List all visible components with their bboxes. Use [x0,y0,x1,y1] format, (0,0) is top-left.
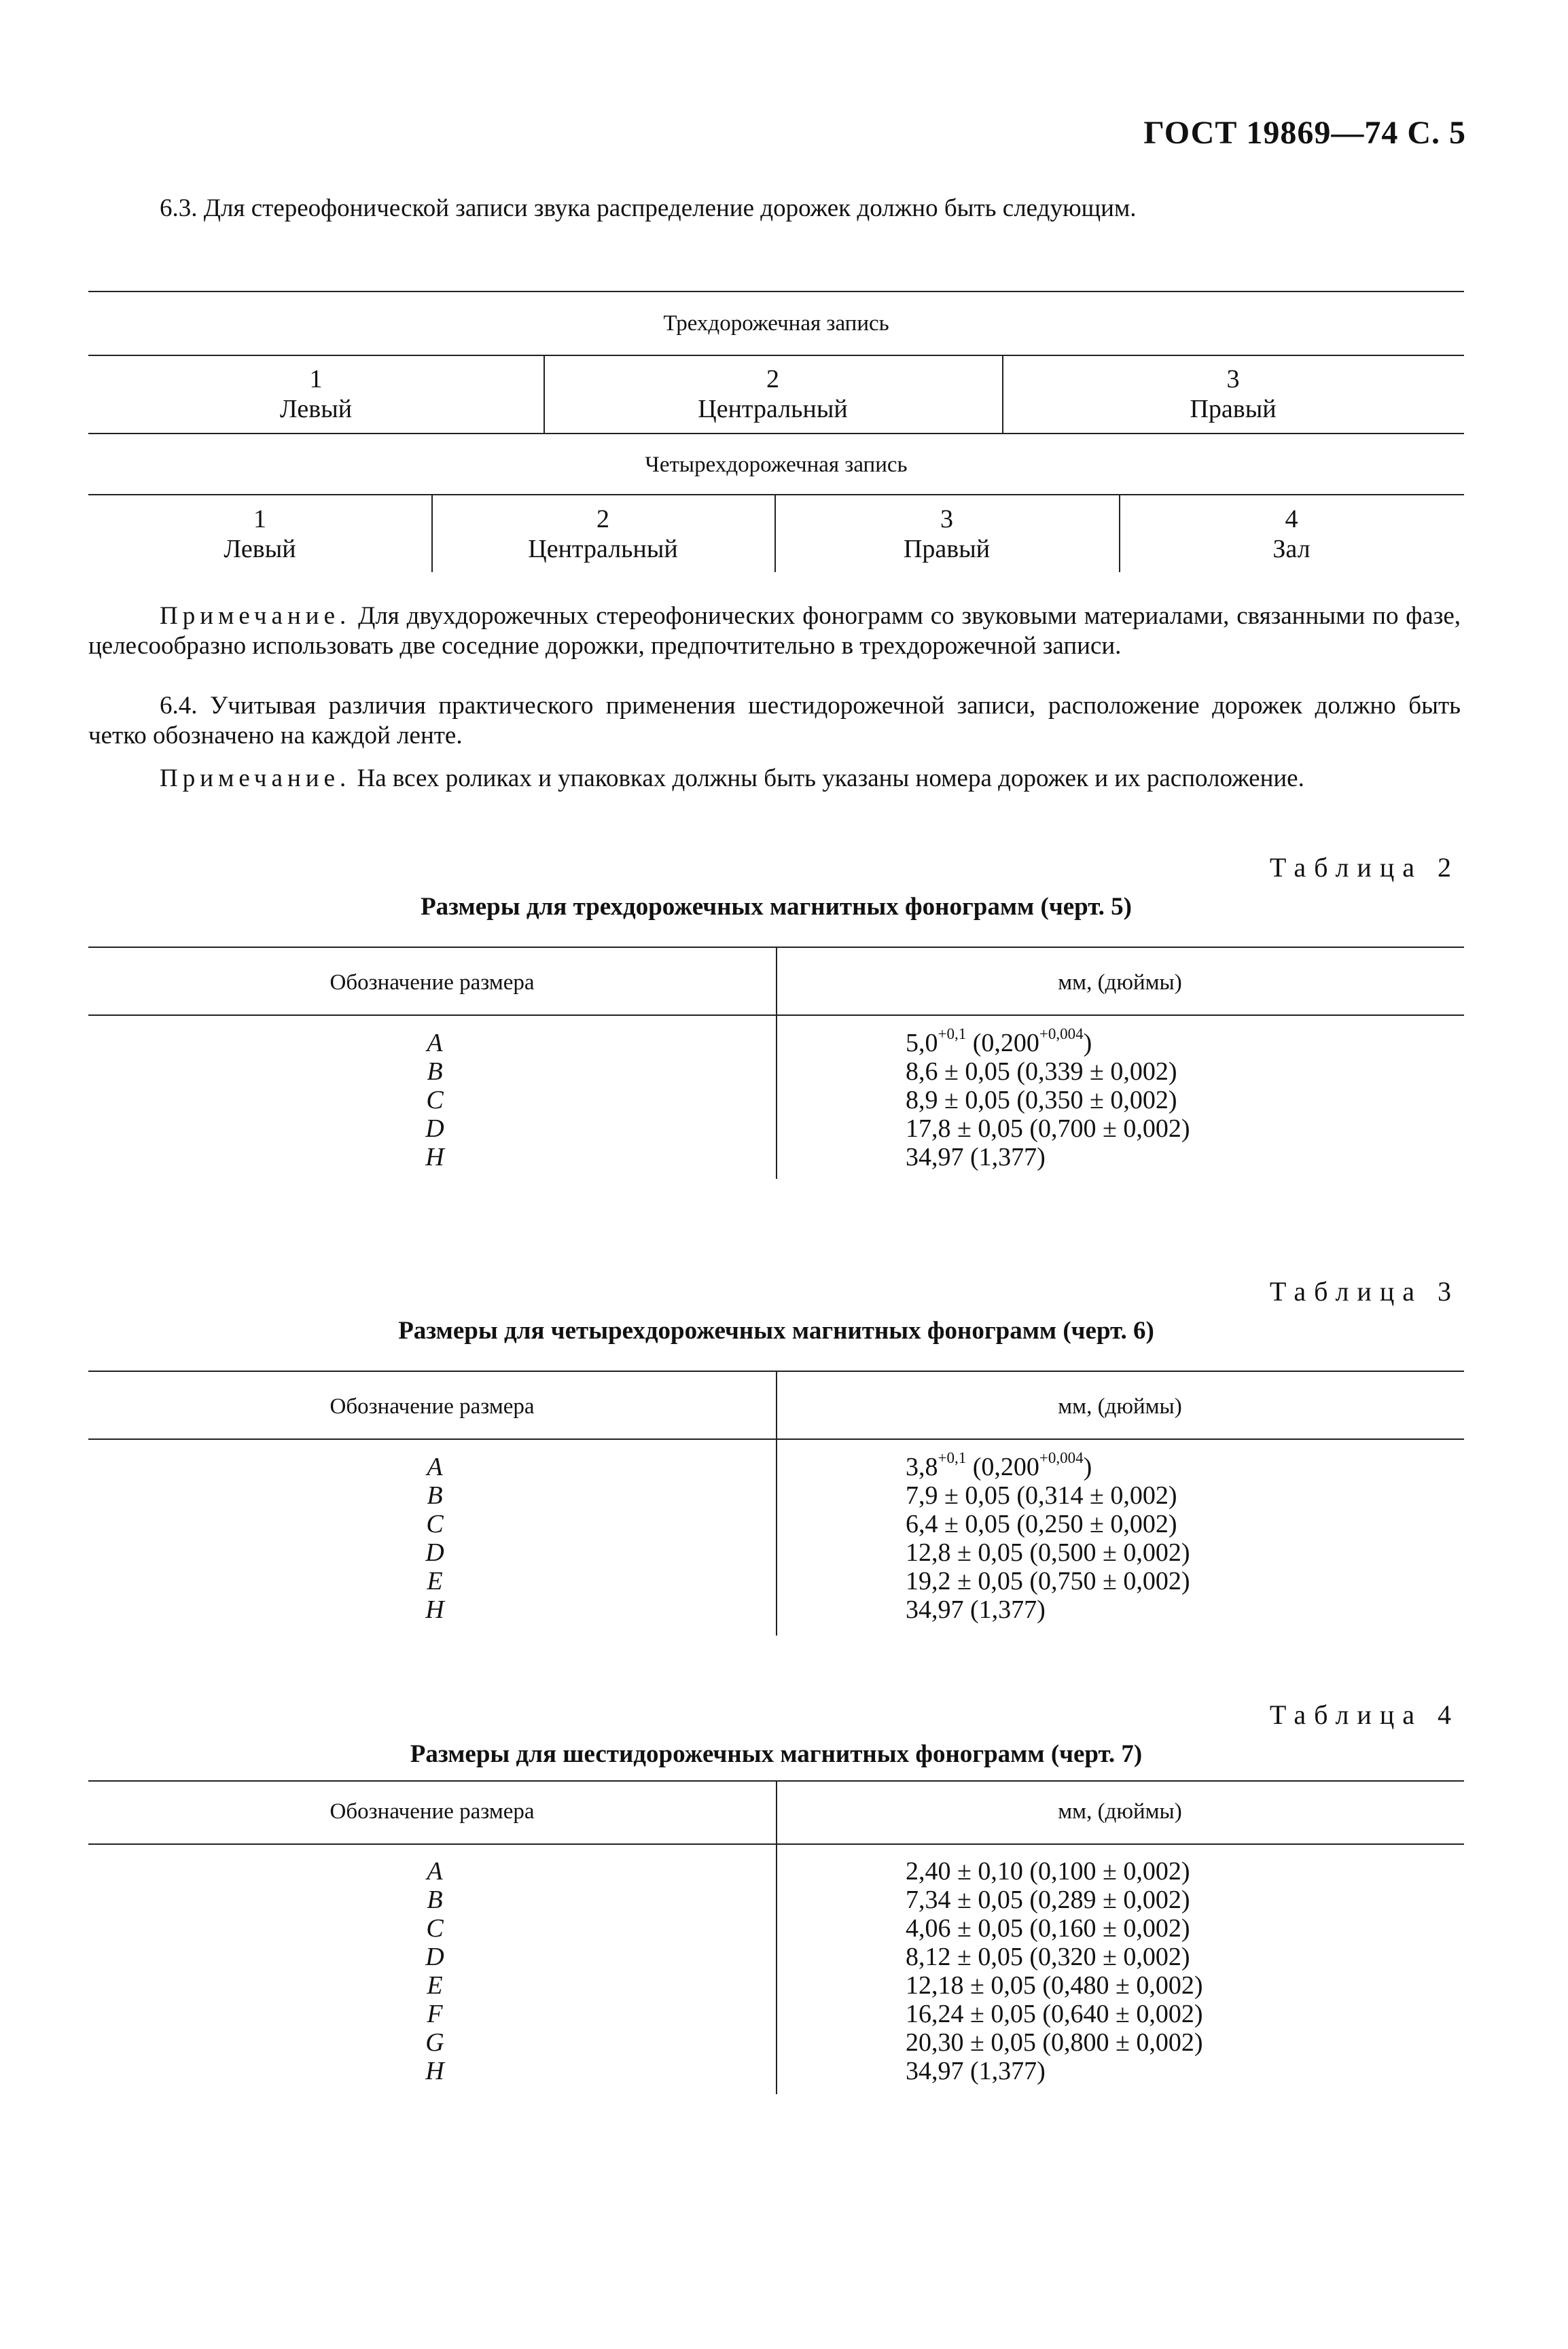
track-label: Центральный [698,395,848,423]
table-number: Таблица 3 [1269,1276,1459,1307]
four-track-cell-4 [1119,504,1464,564]
table-number: Таблица 4 [1269,1699,1459,1730]
dimension-value: 7,9 ± 0,05 (0,314 ± 0,002) [906,1481,1177,1510]
dimension-value: 17,8 ± 0,05 (0,700 ± 0,002) [906,1114,1190,1143]
dimension-symbol: C [426,1086,444,1114]
dimension-symbol: B [427,1481,443,1510]
column-header-mm-inches: мм, (дюймы) [1058,1799,1182,1824]
dimension-symbol: D [425,1943,444,1971]
note-2 [88,764,1461,794]
dimension-symbol: B [427,1886,443,1914]
dimension-value: 16,24 ± 0,05 (0,640 ± 0,002) [906,2000,1203,2028]
section-6-4-text: 6.4. Учитывая различия практического применения шестидорожечной записи, расположение дорожек должно быть четко обозначено на каждой ленте. [88,692,1461,749]
dimension-symbol: C [426,1510,444,1538]
value-inch-tolerance: +0,004 [1039,1025,1084,1043]
dimension-value [906,1449,1092,1481]
table-title: Размеры для трехдорожечных магнитных фонограмм (черт. 5) [421,893,1132,921]
rule [88,1438,1464,1440]
dimension-value [906,1025,1092,1057]
dimension-value: 34,97 (1,377) [906,1143,1046,1171]
dimension-symbol: B [427,1057,443,1086]
section-6-3-text: 6.3. Для стереофонической записи звука распределение дорожек должно быть следующим. [160,194,1137,222]
dimension-symbol: F [427,2000,443,2028]
rule-top [88,291,1464,292]
dimension-value: 4,06 ± 0,05 (0,160 ± 0,002) [906,1914,1190,1943]
dimension-symbol: E [427,1971,443,2000]
column-header-designation: Обозначение размера [329,1799,535,1824]
dimension-symbol: H [425,2057,444,2085]
note-1 [88,601,1461,661]
three-track-cell-2 [544,364,1002,424]
dimension-value: 12,18 ± 0,05 (0,480 ± 0,002) [906,1971,1203,2000]
dimension-value: 8,9 ± 0,05 (0,350 ± 0,002) [906,1086,1177,1114]
value-inches: (0,200 [966,1453,1039,1481]
value-inches: (0,200 [966,1029,1039,1057]
track-number: 1 [253,505,266,533]
column-header-designation: Обозначение размера [329,970,535,995]
rule [88,1014,1464,1016]
dimension-value: 20,30 ± 0,05 (0,800 ± 0,002) [906,2028,1203,2057]
track-label: Правый [1190,395,1277,423]
dimension-symbol: A [427,1029,443,1057]
column-header-designation: Обозначение размера [329,1394,535,1419]
table-number: Таблица 2 [1269,852,1459,883]
note-label: Примечание. [160,764,351,792]
rule [88,494,1464,495]
track-label: Центральный [528,535,678,563]
track-number: 4 [1285,505,1298,533]
track-number: 2 [596,505,609,533]
dimension-symbol: D [425,1538,444,1567]
track-number: 2 [766,365,779,393]
four-track-cell-3 [774,504,1119,564]
track-label: Зал [1272,535,1311,563]
value-tolerance: +0,1 [938,1025,967,1043]
dimension-symbol: E [427,1567,443,1595]
three-track-cell-1 [88,364,544,424]
track-label: Правый [903,535,991,563]
rule [88,355,1464,356]
column-header-mm-inches: мм, (дюймы) [1058,1394,1182,1419]
dimension-value: 34,97 (1,377) [906,2057,1046,2085]
four-track-cell-2 [431,504,774,564]
value-end: ) [1083,1453,1092,1481]
track-label: Левый [224,535,296,563]
dimension-value: 2,40 ± 0,10 (0,100 ± 0,002) [906,1857,1190,1886]
dimension-symbol: G [425,2028,444,2057]
column-divider [776,1780,777,2094]
dimension-symbol: A [427,1857,443,1886]
value-base: 5,0 [906,1029,938,1057]
three-track-caption: Трехдорожечная запись [663,311,889,336]
dimension-symbol: H [425,1143,444,1171]
four-track-cell-1 [88,504,431,564]
note-label: Примечание. [160,602,351,630]
note-text: Для двухдорожечных стереофонических фонограмм со звуковыми материалами, связанными по фазе, целесообразно использовать две соседние дорожки, предпочтительно в трехдорожечной записи. [88,602,1461,660]
three-track-cell-3 [1002,364,1464,424]
dimension-value: 7,34 ± 0,05 (0,289 ± 0,002) [906,1886,1190,1914]
value-end: ) [1083,1029,1092,1057]
dimension-symbol: A [427,1453,443,1481]
rule [88,433,1464,434]
dimension-symbol: D [425,1114,444,1143]
dimension-symbol: H [425,1595,444,1624]
column-header-mm-inches: мм, (дюймы) [1058,970,1182,995]
note-text: На всех роликах и упаковках должны быть указаны номера дорожек и их расположение. [351,764,1304,792]
table-title: Размеры для шестидорожечных магнитных фонограмм (черт. 7) [410,1740,1143,1768]
track-label: Левый [279,395,353,423]
track-number: 1 [309,365,323,393]
value-base: 3,8 [906,1453,938,1481]
dimension-value: 34,97 (1,377) [906,1595,1046,1624]
four-track-caption: Четырехдорожечная запись [645,453,908,477]
table-title: Размеры для четырехдорожечных магнитных фонограмм (черт. 6) [398,1317,1154,1345]
dimension-value: 8,12 ± 0,05 (0,320 ± 0,002) [906,1943,1190,1971]
dimension-value: 19,2 ± 0,05 (0,750 ± 0,002) [906,1567,1190,1595]
rule [88,1843,1464,1845]
value-tolerance: +0,1 [938,1449,967,1467]
dimension-value: 8,6 ± 0,05 (0,339 ± 0,002) [906,1057,1177,1086]
track-number: 3 [1226,365,1240,393]
value-inch-tolerance: +0,004 [1039,1449,1084,1467]
page-header-title: ГОСТ 19869—74 С. 5 [1143,115,1466,151]
dimension-value: 12,8 ± 0,05 (0,500 ± 0,002) [906,1538,1190,1567]
track-number: 3 [940,505,953,533]
dimension-value: 6,4 ± 0,05 (0,250 ± 0,002) [906,1510,1177,1538]
dimension-symbol: C [426,1914,444,1943]
